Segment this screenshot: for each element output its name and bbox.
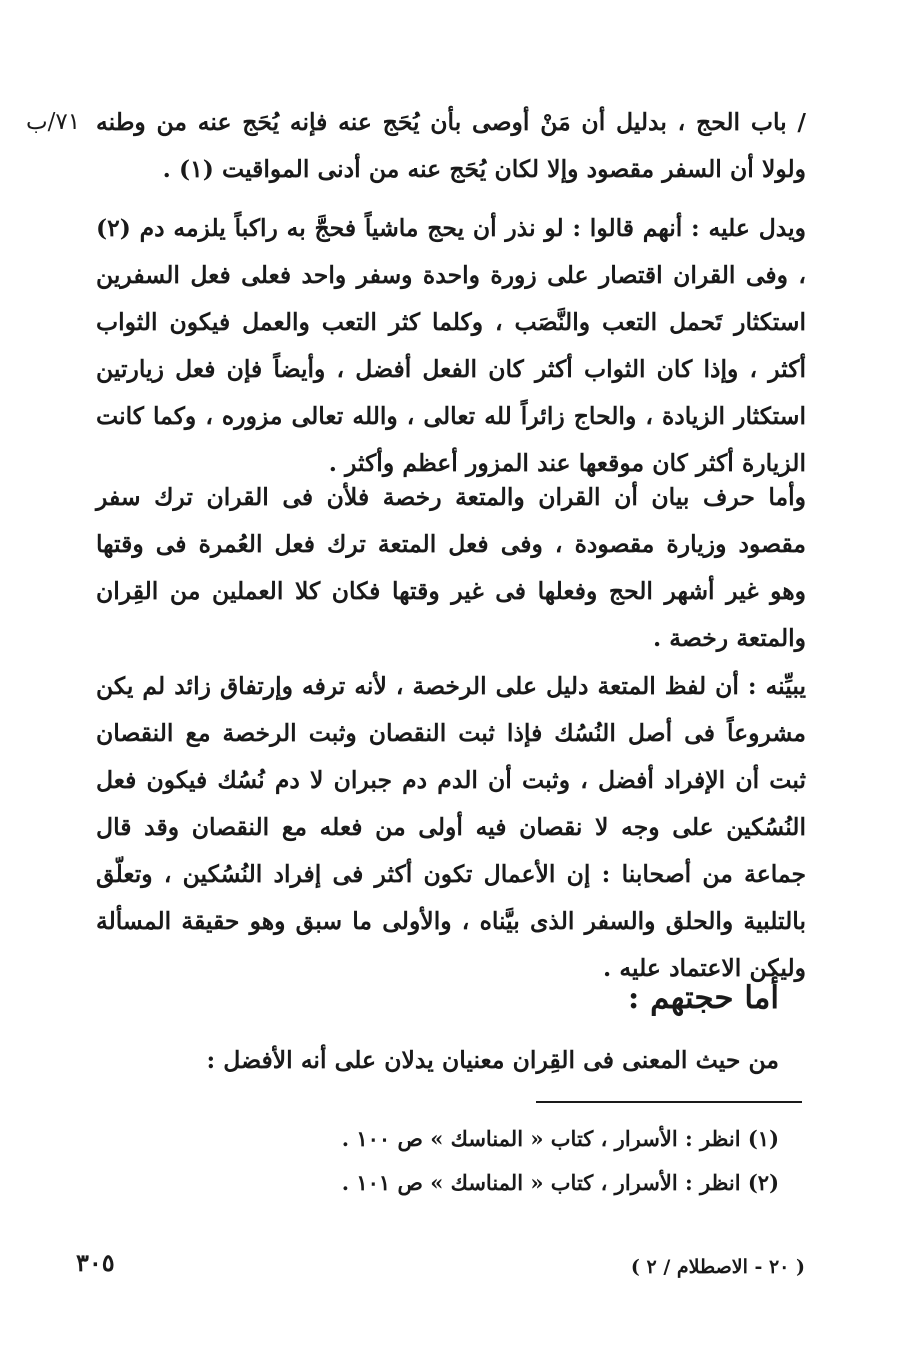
page-number: ٣٠٥ (76, 1248, 115, 1277)
paragraph-2: ويدل عليه : أنهم قالوا : لو نذر أن يحج ماشياً فحجَّ به راكباً يلزمه دم (٢) ، وفى القران اقتصار على زورة واحدة وسفر واحد فعلى فعل السفرين استكثار تَحمل التعب والنَّصَب ، وكلما كثر التعب والعمل فيكون الثواب أكثر ، وإذا كان الثواب أكثر كان الفعل أفضل ، وأيضاً فإن فعل زيارتين استكثار الزيادة ، والحاج زائراً لله تعالى ، والله تعالى مزوره ، وكما كانت الزيارة أكثر كان موقعها عند المزور أعظم وأكثر . (96, 214, 807, 477)
printer-signature: ( ٢٠ - الاصطلام / ٢ ) (630, 1256, 805, 1278)
footnote-2: (٢) انظر : الأسرار ، كتاب « المناسك » ص ١٠١ . (341, 1170, 779, 1195)
footnote-divider (536, 1101, 802, 1103)
section-intro: من حيث المعنى فى القِران معنيان يدلان على أنه الأفضل : (206, 1046, 779, 1074)
margin-folio-note: ٧١/ب (26, 109, 81, 135)
paragraph-1: / باب الحج ، بدليل أن مَنْ أوصى بأن يُحَج عنه فإنه يُحَج عنه من وطنه ولولا أن السفر مقصود وإلا لكان يُحَج عنه من أدنى المواقيت (١) . (96, 108, 806, 183)
paragraph-3: وأما حرف بيان أن القران والمتعة رخصة فلأن فى القران ترك سفر مقصود وزيارة مقصودة ، وفى فعل المتعة ترك فعل العُمرة فى وقتها وهو غير أشهر الحج وفعلها فى غير وقتها فكان كلا العملين من القِران والمتعة رخصة . (96, 483, 806, 652)
section-heading: أما حجتهم : (627, 980, 779, 1016)
footnote-1: (١) انظر : الأسرار ، كتاب « المناسك » ص ١٠٠ . (341, 1126, 779, 1151)
paragraph-4: يبيِّنه : أن لفظ المتعة دليل على الرخصة ، لأنه ترفه وإرتفاق زائد لم يكن مشروعاً فى أصل النُسُك فإذا ثبت النقصان وثبت الرخصة مع النقصان ثبت أن الإفراد أفضل ، وثبت أن الدم دم جبران لا دم نُسُك فيكون فعل النُسُكين على وجه لا نقصان فيه أولى من فعله مع النقصان وقد قال جماعة من أصحابنا : إن الأعمال تكون أكثر فى إفراد النُسُكين ، وتعلّق بالتلبية والحلق والسفر الذى بيَّناه ، والأولى ما سبق وهو حقيقة المسألة وليكن الاعتماد عليه . (96, 672, 806, 982)
